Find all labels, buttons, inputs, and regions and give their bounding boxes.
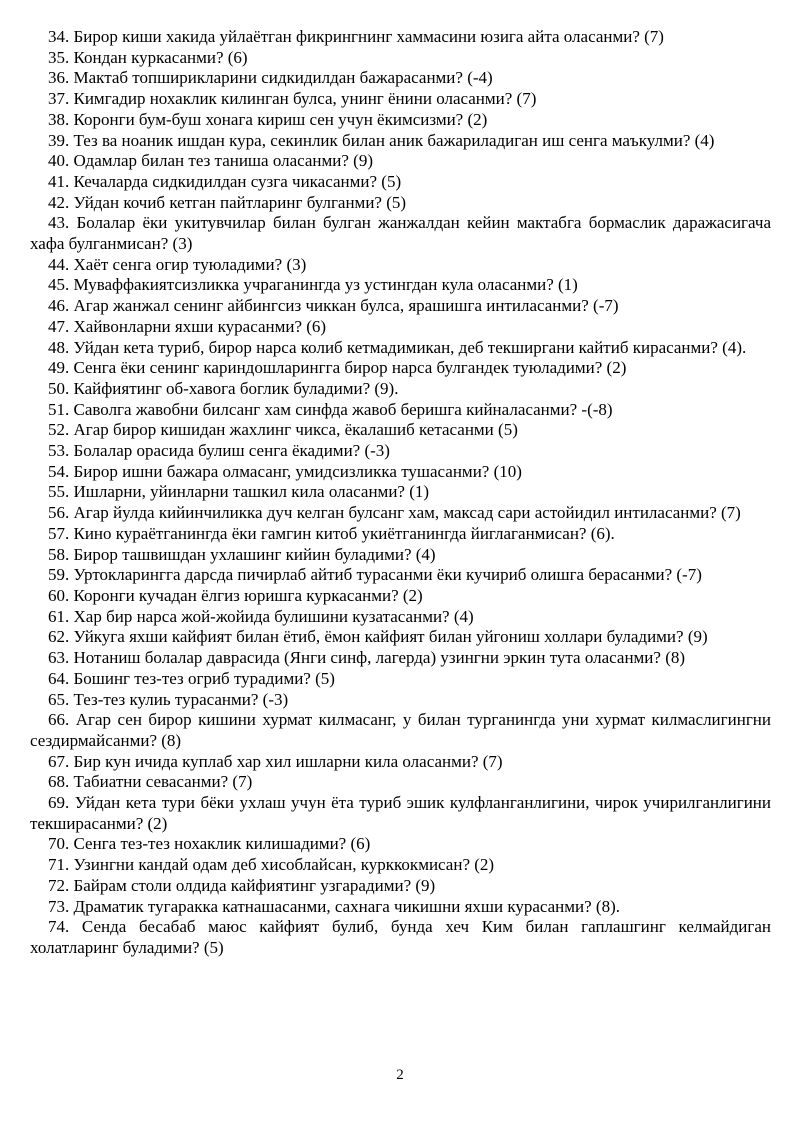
question-item bbox=[30, 482, 771, 503]
question-item bbox=[30, 193, 771, 214]
question-item bbox=[30, 565, 771, 586]
question-text: Кино кураётганингда ёки гамгин китоб укиётганингда йиглаганмисан? (6). bbox=[73, 523, 615, 543]
question-item bbox=[30, 503, 771, 524]
question-number: 74. bbox=[48, 917, 70, 937]
question-number: 60. bbox=[48, 585, 70, 605]
question-number: 69. bbox=[48, 793, 70, 813]
question-text: Табиатни севасанми? (7) bbox=[73, 772, 253, 792]
question-item bbox=[30, 358, 771, 379]
question-item bbox=[30, 524, 771, 545]
question-item bbox=[30, 710, 771, 751]
question-text: Мактаб топширикларини сидкидилдан бажарасанми? (-4) bbox=[73, 68, 493, 88]
question-item bbox=[30, 27, 771, 48]
question-number: 50. bbox=[48, 378, 70, 398]
question-number: 52. bbox=[48, 420, 70, 440]
question-item bbox=[30, 545, 771, 566]
question-item bbox=[30, 400, 771, 421]
question-text: Бирор ташвишдан ухлашинг кийин буладими? (4) bbox=[73, 544, 436, 564]
question-text: Уйдан кета туриб, бирор нарса колиб кетмадимикан, деб текширгани кайтиб кирасанми? (4). bbox=[73, 337, 747, 357]
question-item bbox=[30, 855, 771, 876]
question-text: Кондан куркасанми? (6) bbox=[73, 47, 248, 67]
question-text: Кечаларда сидкидилдан сузга чикасанми? (5) bbox=[73, 171, 402, 191]
question-number: 66. bbox=[48, 710, 70, 730]
question-item bbox=[30, 627, 771, 648]
question-item bbox=[30, 834, 771, 855]
question-item bbox=[30, 255, 771, 276]
question-text: Саволга жавобни билсанг хам синфда жавоб беришга кийналасанми? -(-8) bbox=[73, 399, 613, 419]
question-text: Бирор киши хакида уйлаётган фикрингнинг хаммасини юзига айта оласанми? (7) bbox=[73, 27, 664, 46]
question-item bbox=[30, 48, 771, 69]
question-text: Тез ва ноаник ишдан кура, секинлик билан аник бажариладиган иш сенга маъкулми? (4) bbox=[73, 130, 715, 150]
question-number: 34. bbox=[48, 27, 70, 46]
question-text: Агар сен бирор кишини хурмат килмасанг, у билан турганингда уни хурмат килмаслигингни сездирмайсанми? (8) bbox=[30, 710, 771, 750]
question-number: 72. bbox=[48, 875, 70, 895]
question-text: Агар бирор кишидан жахлинг чикса, ёкалашиб кетасанми (5) bbox=[73, 420, 518, 440]
question-number: 51. bbox=[48, 399, 70, 419]
question-text: Сенга тез-тез нохаклик килишадими? (6) bbox=[73, 834, 371, 854]
question-number: 54. bbox=[48, 461, 70, 481]
question-text: Муваффакиятсизликка учраганингда уз устингдан кула оласанми? (1) bbox=[73, 275, 578, 295]
question-item bbox=[30, 131, 771, 152]
question-item bbox=[30, 338, 771, 359]
question-number: 53. bbox=[48, 441, 70, 461]
document-page bbox=[30, 27, 771, 959]
question-number: 40. bbox=[48, 151, 70, 171]
question-number: 64. bbox=[48, 668, 70, 688]
question-number: 46. bbox=[48, 296, 70, 316]
question-text: Агар жанжал сенинг айбингсиз чиккан булса, ярашишга интиласанми? (-7) bbox=[73, 296, 619, 316]
question-text: Агар йулда кийинчиликка дуч келган булсанг хам, максад сари астойидил интиласанми? (7) bbox=[73, 503, 741, 523]
question-text: Сенга ёки сенинг кариндошларингга бирор нарса булгандек туюладими? (2) bbox=[73, 358, 627, 378]
question-text: Ишларни, уйинларни ташкил кила оласанми? (1) bbox=[73, 482, 430, 502]
question-number: 38. bbox=[48, 109, 70, 129]
question-number: 37. bbox=[48, 89, 70, 109]
question-item bbox=[30, 669, 771, 690]
question-number: 61. bbox=[48, 606, 70, 626]
question-item bbox=[30, 897, 771, 918]
question-number: 70. bbox=[48, 834, 70, 854]
question-number: 62. bbox=[48, 627, 70, 647]
question-text: Кайфиятинг об-хавога боглик буладими? (9). bbox=[73, 378, 399, 398]
question-text: Уйкуга яхши кайфият билан ётиб, ёмон кайфият билан уйгониш холлари буладими? (9) bbox=[73, 627, 708, 647]
question-item bbox=[30, 68, 771, 89]
question-item bbox=[30, 586, 771, 607]
question-number: 65. bbox=[48, 689, 70, 709]
question-item bbox=[30, 690, 771, 711]
question-number: 67. bbox=[48, 751, 70, 771]
question-item bbox=[30, 462, 771, 483]
question-item bbox=[30, 876, 771, 897]
question-number: 63. bbox=[48, 648, 70, 668]
question-text: Тез-тез кулиь турасанми? (-3) bbox=[73, 689, 289, 709]
question-list bbox=[30, 27, 771, 959]
question-text: Байрам столи олдида кайфиятинг узгарадими? (9) bbox=[73, 875, 436, 895]
question-item bbox=[30, 648, 771, 669]
question-text: Уртокларингга дарсда пичирлаб айтиб турасанми ёки кучириб олишга берасанми? (-7) bbox=[73, 565, 702, 585]
question-item bbox=[30, 213, 771, 254]
question-text: Бир кун ичида куплаб хар хил ишларни кила оласанми? (7) bbox=[73, 751, 503, 771]
question-number: 71. bbox=[48, 855, 70, 875]
question-number: 43. bbox=[48, 213, 70, 233]
question-item bbox=[30, 420, 771, 441]
question-item bbox=[30, 317, 771, 338]
question-number: 42. bbox=[48, 192, 70, 212]
question-number: 45. bbox=[48, 275, 70, 295]
question-item bbox=[30, 793, 771, 834]
question-number: 59. bbox=[48, 565, 70, 585]
question-item bbox=[30, 917, 771, 958]
question-item bbox=[30, 275, 771, 296]
question-text: Бошинг тез-тез огриб турадими? (5) bbox=[73, 668, 335, 688]
question-text: Уйдан кочиб кетган пайтларинг булганми? (5) bbox=[73, 192, 407, 212]
question-text: Болалар орасида булиш сенга ёкадими? (-3) bbox=[73, 441, 390, 461]
question-item bbox=[30, 772, 771, 793]
question-item bbox=[30, 607, 771, 628]
question-number: 41. bbox=[48, 171, 70, 191]
question-number: 55. bbox=[48, 482, 70, 502]
question-text: Болалар ёки укитувчилар билан булган жанжалдан кейин мактабга бормаслик даражасигача хафа булганмисан? (3) bbox=[30, 213, 771, 254]
question-text: Кимгадир нохаклик килинган булса, унинг ёнини оласанми? (7) bbox=[73, 89, 537, 109]
page-number: 2 bbox=[396, 1067, 404, 1083]
question-number: 58. bbox=[48, 544, 70, 564]
question-number: 49. bbox=[48, 358, 70, 378]
question-text: Сенда бесабаб маюс кайфият булиб, бунда хеч Ким билан гаплашгинг келмайдиган холатларинг буладими? (5) bbox=[30, 917, 771, 957]
question-item bbox=[30, 441, 771, 462]
question-number: 56. bbox=[48, 503, 70, 523]
question-item bbox=[30, 151, 771, 172]
question-text: Хаёт сенга огир туюладими? (3) bbox=[73, 254, 307, 274]
question-number: 57. bbox=[48, 523, 70, 543]
question-number: 48. bbox=[48, 337, 70, 357]
question-text: Уйдан кета тури бёки ухлаш учун ёта туриб эшик кулфланганлигини, чирок учирилганлигини текширасанми? (2) bbox=[30, 793, 772, 833]
question-text: Узингни кандай одам деб хисоблайсан, курккокмисан? (2) bbox=[73, 855, 495, 875]
question-item bbox=[30, 89, 771, 110]
question-number: 44. bbox=[48, 254, 70, 274]
question-number: 68. bbox=[48, 772, 70, 792]
question-text: Коронги бум-буш хонага кириш сен учун ёкимсизми? (2) bbox=[73, 109, 488, 129]
question-text: Драматик тугаракка катнашасанми, сахнага чикишни яхши курасанми? (8). bbox=[73, 896, 621, 916]
question-text: Нотаниш болалар даврасида (Янги синф, лагерда) узингни эркин тута оласанми? (8) bbox=[73, 648, 686, 668]
question-text: Бирор ишни бажара олмасанг, умидсизликка тушасанми? (10) bbox=[73, 461, 522, 481]
question-item bbox=[30, 296, 771, 317]
question-item bbox=[30, 172, 771, 193]
question-number: 73. bbox=[48, 896, 70, 916]
question-number: 47. bbox=[48, 316, 70, 336]
question-item bbox=[30, 379, 771, 400]
question-text: Коронги кучадан ёлгиз юришга куркасанми? (2) bbox=[73, 585, 423, 605]
question-text: Хар бир нарса жой-жойида булишини кузатасанми? (4) bbox=[73, 606, 474, 626]
question-number: 39. bbox=[48, 130, 70, 150]
question-item bbox=[30, 110, 771, 131]
question-text: Хайвонларни яхши курасанми? (6) bbox=[73, 316, 327, 336]
question-text: Одамлар билан тез таниша оласанми? (9) bbox=[73, 151, 373, 171]
question-number: 36. bbox=[48, 68, 70, 88]
question-number: 35. bbox=[48, 47, 70, 67]
question-item bbox=[30, 752, 771, 773]
